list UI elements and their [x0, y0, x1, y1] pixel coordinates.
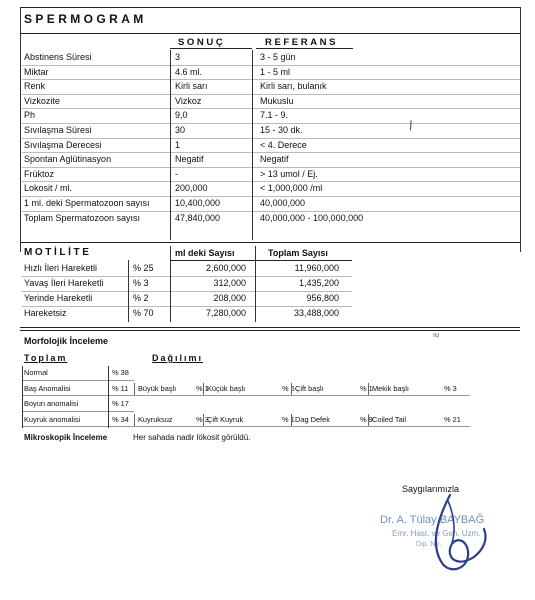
motilite-row-ml: 208,000 [213, 293, 246, 303]
row-separator [22, 181, 520, 182]
row-value: - [175, 168, 178, 179]
stamp-line2: Emr. Hast. ve Gen. Uzm. [392, 529, 481, 538]
dagilim-cell-label: Çift başlı [295, 383, 324, 393]
morfoloji-row-pct: % 38 [112, 368, 129, 377]
motilite-header-underline [170, 260, 352, 261]
dagilim-cell-divider [368, 414, 369, 426]
row-label: Ph [24, 110, 36, 121]
row-value: Negatif [175, 154, 204, 165]
row-label: Renk [24, 81, 46, 92]
stamp-line3: Dip. No. [416, 541, 442, 548]
row-separator [22, 196, 520, 197]
row-label: Toplam Spermatozoon sayısı [24, 212, 141, 223]
stamp-name: Dr. A. Tülay BAYBAĞ [380, 514, 485, 526]
morfoloji-separator [22, 411, 134, 412]
dagilim-cell-label: Kuyruksuz [138, 414, 173, 424]
row-value: 9,0 [175, 110, 188, 121]
morfoloji-row-label: Baş Anomalisi [24, 383, 71, 393]
row-reference: > 13 umol / Ej. [260, 168, 318, 179]
row-separator [22, 123, 520, 124]
motilite-row-ml: 312,000 [213, 278, 246, 288]
row-reference: 7.1 - 9. [260, 110, 289, 121]
row-separator [22, 138, 520, 139]
row-value: 1 [175, 139, 181, 150]
morfoloji-separator [22, 380, 134, 381]
dagilim-cell-label: Çift Kuyruk [207, 414, 244, 424]
row-reference: 40,000,000 - 100,000,000 [260, 212, 364, 223]
row-value: 30 [175, 125, 186, 135]
motilite-row-label: Hızlı İleri Hareketli [24, 263, 98, 273]
morfoloji-col-divider [108, 366, 109, 428]
toplam-label: Toplam [24, 353, 68, 363]
motilite-col-total: Toplam Sayısı [268, 248, 328, 258]
dagilim-cell-label: Mekik başlı [372, 383, 409, 393]
motilite-col-ml: ml deki Sayısı [175, 248, 235, 258]
dagilim-cell-divider [368, 383, 369, 395]
row-value: 10,400,000 [175, 198, 221, 208]
morfoloji-row-label: Kuyruk anomalisi [24, 414, 81, 424]
dagilim-cell-divider [134, 383, 135, 395]
row-reference: 40,000,000 [260, 198, 306, 208]
row-value: Kirli sarı [175, 81, 208, 92]
header-sonuc: SONUÇ [178, 37, 226, 48]
row-label: Sıvılaşma Süresi [24, 125, 92, 135]
dagilim-cell-label: Büyük başlı [138, 383, 177, 393]
morfoloji-separator [22, 395, 470, 396]
row-reference: 3 - 5 gün [260, 52, 296, 62]
dagilim-cell-label: Coiled Tail [372, 414, 406, 424]
motilite-col-divider-2 [170, 246, 171, 322]
motilite-divider [20, 242, 520, 243]
title-divider [20, 33, 520, 34]
dagilimi-label: Dağılımı [152, 353, 204, 363]
row-value: 3 [175, 52, 181, 62]
row-reference: < 1,000,000 /ml [260, 183, 323, 194]
dagilim-cell-pct: % 6 [282, 383, 295, 393]
motilite-row-pct: % 25 [133, 263, 154, 273]
dagilim-cell-divider [203, 414, 204, 426]
top-border [20, 7, 520, 8]
row-separator [22, 65, 520, 66]
row-reference: Kirli sarı, bulanık [260, 81, 327, 92]
morfoloji-row-label: Boyun anomalisi [24, 399, 79, 408]
row-reference: Mukuslu [260, 95, 294, 106]
row-reference: < 4. Derece [260, 139, 307, 150]
row-value: 200,000 [175, 183, 208, 194]
motilite-row-total: 956,800 [306, 293, 339, 303]
row-label: Abstinens Süresi [24, 52, 92, 62]
report-title: SPERMOGRAM [24, 12, 147, 26]
scan-mark: ıu [433, 332, 439, 339]
motilite-row-total: 1,435,200 [298, 278, 339, 288]
frame-left [20, 7, 21, 252]
row-separator [22, 167, 520, 168]
morfoloji-separator [22, 426, 470, 427]
row-separator [22, 211, 520, 212]
motilite-title: MOTİLİTE [24, 247, 92, 258]
motilite-row-total: 33,488,000 [293, 308, 339, 318]
row-label: Sıvılaşma Derecesi [24, 139, 102, 150]
morfoloji-row-pct: % 17 [112, 399, 129, 408]
dagilim-cell-pct: % 1 [196, 383, 209, 393]
col-divider-value [170, 50, 171, 240]
motilite-row-ml: 7,280,000 [205, 308, 246, 318]
morfoloji-row-label: Normal [24, 368, 48, 377]
row-separator [22, 79, 520, 80]
dagilim-cell-pct: % 9 [360, 414, 373, 424]
row-reference: Negatif [260, 154, 289, 165]
row-label: 1 ml. deki Spermatozoon sayısı [24, 198, 150, 208]
morph-divider [20, 327, 520, 328]
dagilim-cell-pct: % 3 [196, 414, 209, 424]
motilite-row-label: Hareketsiz [24, 308, 67, 318]
motilite-row-label: Yavaş İleri Hareketli [24, 278, 104, 288]
motilite-row-ml: 2,600,000 [205, 263, 246, 273]
motilite-separator [22, 291, 352, 292]
motilite-row-label: Yerinde Hareketli [24, 293, 93, 303]
dagilim-cell-pct: % 1 [360, 383, 373, 393]
morfoloji-title: Morfolojik İnceleme [24, 336, 109, 346]
dagilim-cell-divider [291, 414, 292, 426]
motilite-row-pct: % 2 [133, 293, 149, 303]
row-reference: 1 - 5 ml [260, 66, 291, 77]
row-separator [22, 108, 520, 109]
morfoloji-left-border [22, 366, 23, 428]
pen-tick-mark: / [407, 117, 415, 134]
row-reference: 15 - 30 dk. [260, 125, 303, 135]
morph-divider-2 [20, 330, 520, 331]
col-divider-ref [252, 50, 253, 240]
row-label: Früktoz [24, 168, 55, 179]
row-separator [22, 94, 520, 95]
motilite-separator [22, 276, 352, 277]
row-value: 4.6 ml. [175, 66, 203, 77]
motilite-separator [22, 306, 352, 307]
row-label: Lokosit / ml. [24, 183, 73, 194]
dagilim-cell-divider [203, 383, 204, 395]
dagilim-cell-pct: % 21 [444, 414, 461, 424]
mikroskopik-label: Mikroskopik İnceleme [24, 433, 108, 442]
motilite-col-divider-3 [255, 246, 256, 322]
dagilim-cell-divider [134, 414, 135, 426]
motilite-row-pct: % 70 [133, 308, 154, 318]
dagilim-cell-pct: % 1 [282, 414, 295, 424]
row-label: Miktar [24, 66, 49, 77]
dagilim-cell-label: Küçük başlı [207, 383, 246, 393]
dagilim-cell-label: Dag Defek [295, 414, 330, 424]
mikroskopik-text: Her sahada nadir lökosit görüldü. [133, 433, 251, 442]
referans-underline [256, 48, 353, 49]
motilite-row-pct: % 3 [133, 278, 149, 288]
morfoloji-row-pct: % 34 [112, 414, 129, 424]
dagilim-cell-divider [291, 383, 292, 395]
sonuc-underline [170, 48, 252, 49]
row-label: Vizkozite [24, 95, 60, 106]
header-referans: REFERANS [265, 37, 339, 48]
dagilim-cell-pct: % 3 [444, 383, 457, 393]
signature-greeting: Saygılarımızla [402, 484, 460, 494]
morfoloji-row-pct: % 11 [112, 383, 129, 393]
handwritten-signature [392, 485, 512, 585]
motilite-col-divider-1 [128, 260, 129, 322]
row-label: Spontan Aglütinasyon [24, 154, 112, 165]
row-value: 47,840,000 [175, 212, 221, 223]
row-value: Vizkoz [175, 95, 202, 106]
row-separator [22, 152, 520, 153]
frame-right [520, 7, 521, 252]
motilite-row-total: 11,960,000 [294, 263, 339, 273]
